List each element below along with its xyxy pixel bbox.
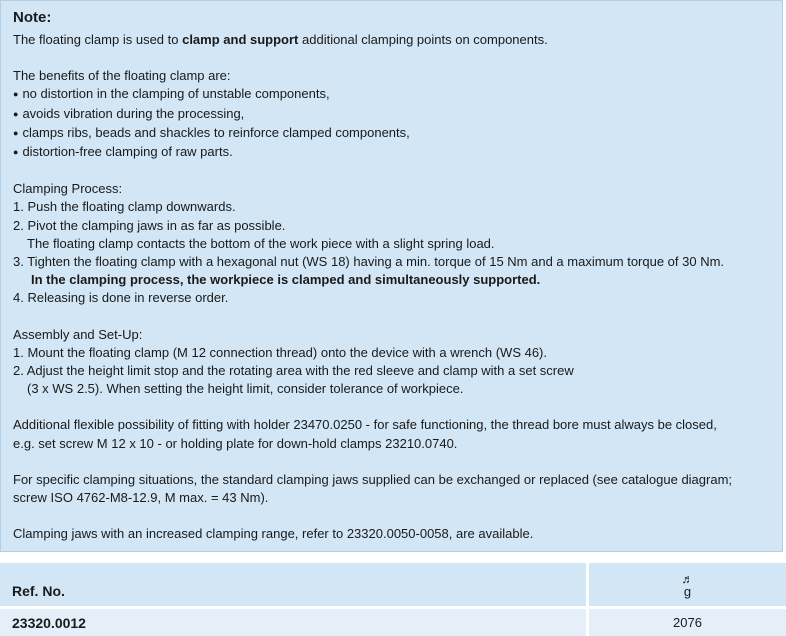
intro-text xyxy=(13,31,782,49)
assembly-step: 2. Adjust the height limit stop and the rotating area with the red sleeve and clamp with a set screw xyxy=(13,363,574,379)
header-ref-no: Ref. No. xyxy=(0,563,586,606)
process-step: 2. Pivot the clamping jaws in as far as possible. xyxy=(13,217,286,233)
table-row xyxy=(0,606,786,636)
specific-text: For specific clamping situations, the standard clamping jaws supplied can be exchanged or replaced (see catalogue diagram; xyxy=(13,471,733,487)
header-weight xyxy=(589,563,786,606)
weight-cell: 2076 xyxy=(589,609,786,636)
benefit-item: ● distortion-free clamping of raw parts. xyxy=(13,143,782,162)
additional-text: Additional flexible possibility of fitting with holder 23470.0250 - for safe functioning, the thread bore must always be closed, xyxy=(13,417,717,433)
process-step-emphasis: In the clamping process, the workpiece is clamped and simultaneously supported. xyxy=(31,272,541,288)
table-header xyxy=(0,563,786,606)
process-step: 1. Push the floating clamp downwards. xyxy=(13,199,236,215)
assembly-step: 1. Mount the floating clamp (M 12 connection thread) onto the device with a wrench (WS 46). xyxy=(13,344,547,360)
assembly-heading: Assembly and Set-Up: xyxy=(13,326,143,342)
process-step-detail: The floating clamp contacts the bottom of the work piece with a slight spring load. xyxy=(27,235,495,251)
jaws-text: Clamping jaws with an increased clamping range, refer to 23320.0050-0058, are available. xyxy=(13,526,534,542)
weight-icon: ♬ xyxy=(681,572,694,586)
additional-text: e.g. set screw M 12 x 10 - or holding plate for down-hold clamps 23210.0740. xyxy=(13,435,458,451)
weight-unit: g xyxy=(683,584,692,599)
intro-post: additional clamping points on components. xyxy=(298,32,548,47)
ref-no-cell: 23320.0012 xyxy=(0,609,586,636)
process-step: 3. Tighten the floating clamp with a hexagonal nut (WS 18) having a min. torque of 15 Nm and a maximum torque of 30 Nm. xyxy=(13,254,725,270)
benefits-heading: The benefits of the floating clamp are: xyxy=(13,68,231,84)
intro-pre: The floating clamp is used to xyxy=(13,32,183,47)
product-table xyxy=(0,563,786,636)
benefit-item: ● clamps ribs, beads and shackles to reinforce clamped components, xyxy=(13,124,782,143)
benefit-item: ● no distortion in the clamping of unstable components, xyxy=(13,85,782,104)
assembly-step-detail: (3 x WS 2.5). When setting the height limit, consider tolerance of workpiece. xyxy=(27,381,464,397)
intro-bold: clamp and support xyxy=(182,32,299,47)
specific-text: screw ISO 4762-M8-12.9, M max. = 43 Nm). xyxy=(13,490,269,506)
benefit-item: ● avoids vibration during the processing, xyxy=(13,105,782,124)
process-heading: Clamping Process: xyxy=(13,181,123,197)
process-step: 4. Releasing is done in reverse order. xyxy=(13,290,229,306)
note-title: Note: xyxy=(13,9,52,26)
